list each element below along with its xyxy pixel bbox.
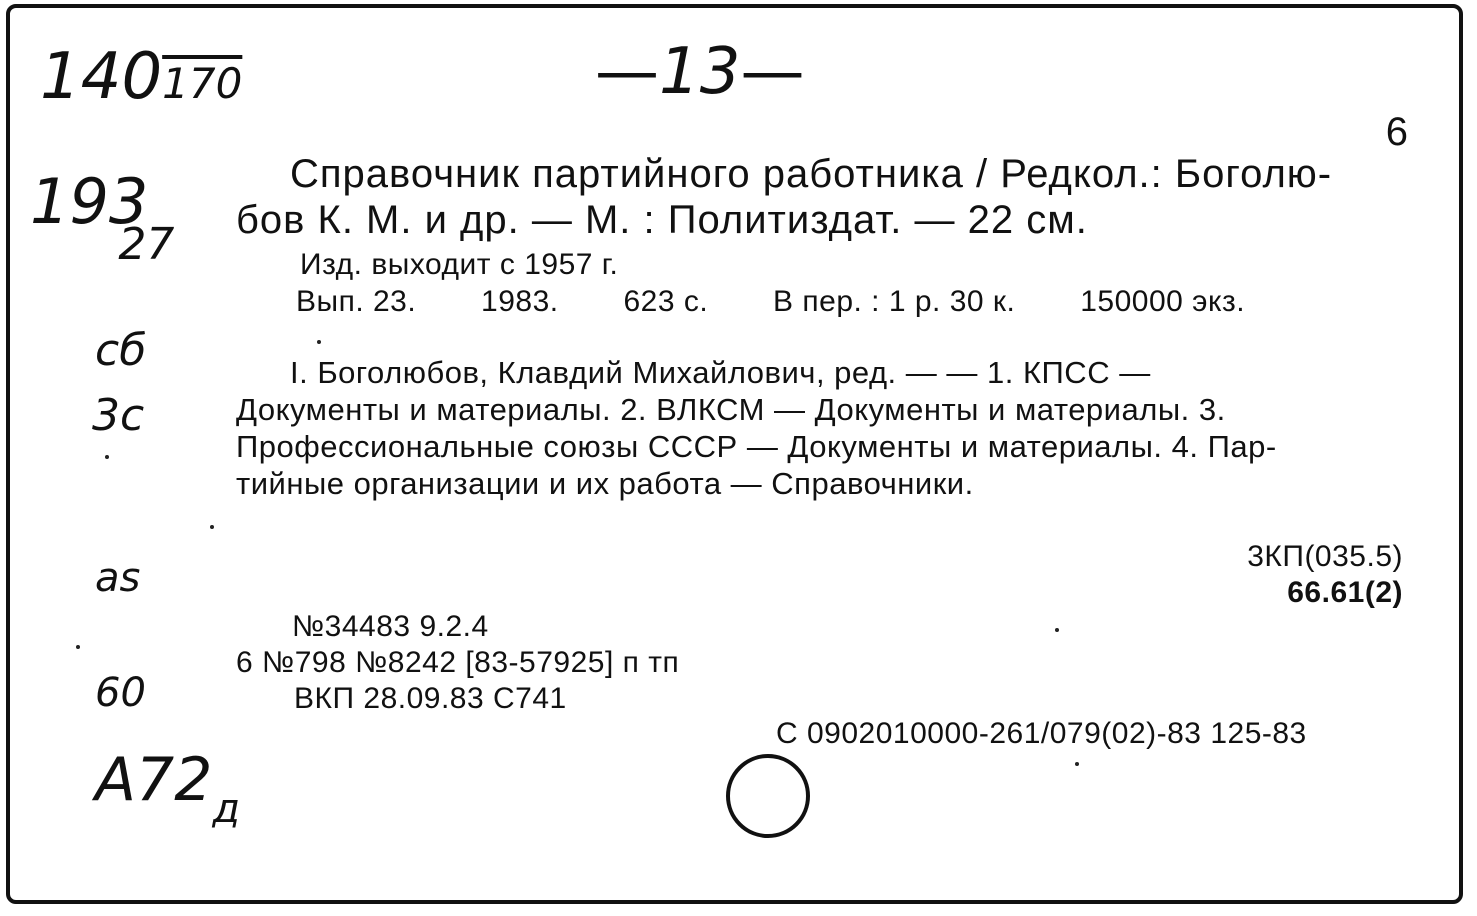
- handwritten-number-second-main: 193: [30, 165, 149, 238]
- punch-hole: [722, 750, 814, 842]
- speck: [1055, 628, 1059, 632]
- issue-year: 1983.: [481, 285, 559, 318]
- speck: [210, 525, 214, 529]
- card-number: 6: [1385, 110, 1409, 154]
- issue-pages: 623 с.: [623, 285, 709, 318]
- handwritten-top-center: —13—: [595, 35, 805, 109]
- handwritten-number-top: [40, 40, 242, 114]
- subjects-line-4: тийные организации и их работа — Справочники.: [236, 466, 974, 501]
- subjects-line-3: Профессиональные союзы СССР — Документы и материалы. 4. Пар-: [236, 429, 1277, 464]
- handwritten-top-center-number: 13: [659, 35, 741, 109]
- issue-number: Вып. 23.: [296, 285, 417, 318]
- classification-2: 66.61(2): [1287, 576, 1403, 609]
- handwritten-mark-60: 60: [95, 670, 146, 716]
- speck: [1075, 762, 1079, 766]
- issue-copies: 150000 экз.: [1080, 285, 1246, 318]
- handwritten-mark-3c: 3с: [92, 390, 145, 441]
- issue-line: [296, 285, 1245, 319]
- subjects-line-2: Документы и материалы. 2. ВЛКСМ — Документы и материалы. 3.: [236, 392, 1226, 427]
- accession-line-1: №34483 9.2.4: [292, 610, 489, 643]
- catalog-code: С 0902010000-261/079(02)-83 125-83: [776, 717, 1307, 750]
- accession-line-2: 6 №798 №8242 [83-57925] п тп: [236, 646, 680, 679]
- handwritten-number-top-denominator: 170: [162, 59, 243, 108]
- handwritten-mark-as: as: [95, 555, 141, 601]
- handwritten-number-second-denominator: 27: [118, 219, 175, 270]
- handwritten-number-second: [30, 165, 204, 270]
- handwritten-shelf-mark-sub: д: [212, 786, 241, 832]
- issue-binding-price: В пер. : 1 р. 30 к.: [773, 285, 1016, 318]
- handwritten-number-top-main: 140: [40, 40, 163, 114]
- punch-hole-circle: [728, 756, 808, 836]
- handwritten-mark-sb: сб: [95, 325, 147, 376]
- title-line-2: бов К. М. и др. — М. : Политиздат. — 22 см.: [236, 198, 1088, 242]
- subjects-line-1: I. Боголюбов, Клавдий Михайлович, ред. — — 1. КПСС —: [290, 355, 1151, 390]
- speck: [76, 645, 80, 649]
- title-line-1: Справочник партийного работника / Редкол.: Боголю-: [290, 152, 1333, 196]
- speck: [317, 340, 321, 344]
- handwritten-shelf-mark: [95, 745, 241, 832]
- accession-line-3: ВКП 28.09.83 С741: [294, 682, 567, 715]
- publication-note: Изд. выходит с 1957 г.: [300, 248, 619, 281]
- handwritten-shelf-mark-main: А72: [95, 745, 213, 815]
- speck: [105, 455, 109, 459]
- classification-1: 3КП(035.5): [1247, 540, 1403, 573]
